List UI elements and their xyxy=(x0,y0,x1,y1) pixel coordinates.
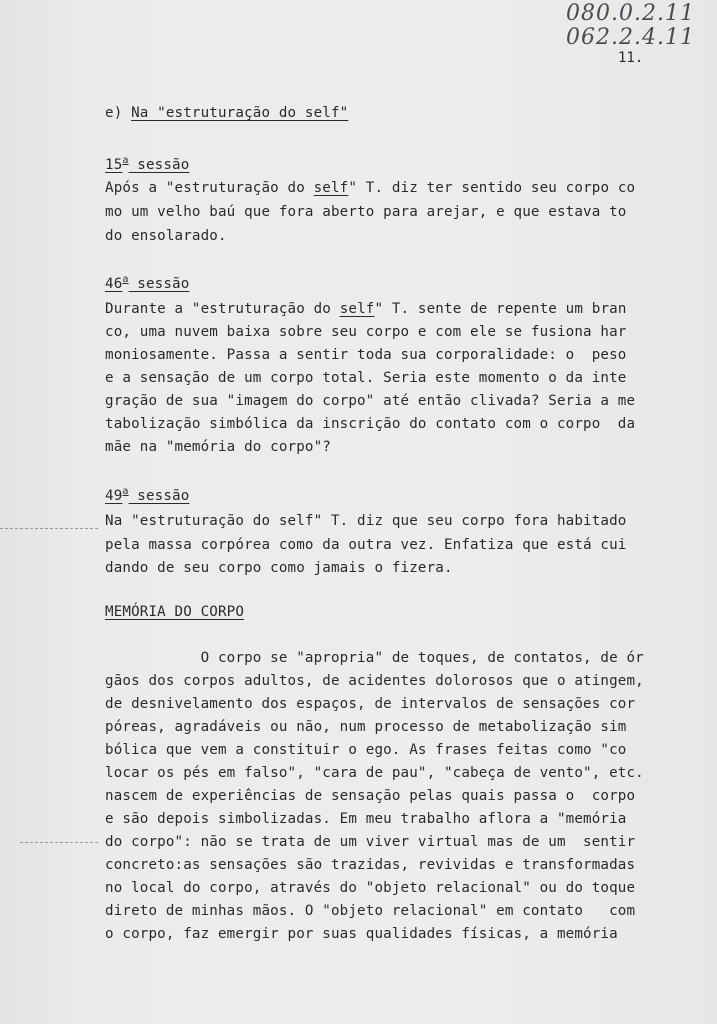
session-15-line-3: do ensolarado. xyxy=(105,228,227,244)
session-49-line-1: Na "estruturação do self" T. diz que seu corpo fora habitado xyxy=(105,513,627,529)
session-label: sessão xyxy=(128,488,190,504)
session-46-line-5: gração de sua "imagem do corpo" até então clivada? Seria a me xyxy=(105,393,636,409)
text-run-underlined: self xyxy=(339,301,375,317)
session-46-line-1 xyxy=(105,299,627,319)
memoria-line-7: nascem de experiências de sensação pelas quais passa o corpo xyxy=(105,788,636,804)
session-label: sessão xyxy=(128,157,190,173)
session-49-line-3: dando de seu corpo como jamais o fizera. xyxy=(105,560,453,576)
session-46-line-3: moniosamente. Passa a sentir toda sua corporalidade: o peso xyxy=(105,347,627,363)
text-run: Durante a "estruturação do xyxy=(105,301,340,317)
section-heading xyxy=(105,103,348,123)
text-run-underlined: self xyxy=(313,180,349,196)
text-run: " T. diz ter sentido seu corpo co xyxy=(348,180,636,196)
memoria-line-3: de desnivelamento dos espaços, de intervalos de sensações cor xyxy=(105,696,636,712)
session-46-heading xyxy=(105,270,189,294)
session-label: sessão xyxy=(128,276,190,292)
session-15-line-1 xyxy=(105,178,635,198)
text-run: Após a "estruturação do xyxy=(105,180,314,196)
session-46-line-7: mãe na "memória do corpo"? xyxy=(105,439,331,455)
session-number: 49 xyxy=(105,488,123,504)
session-49-heading xyxy=(105,482,189,506)
memoria-line-5: bólica que vem a constituir o ego. As frases feitas como "co xyxy=(105,742,627,758)
handwritten-reference-2: 062.2.4.11 xyxy=(566,25,695,50)
session-number: 46 xyxy=(105,276,123,292)
memoria-line-8: e são depois simbolizadas. Em meu trabalho aflora a "memória xyxy=(105,811,627,827)
memoria-line-4: póreas, agradáveis ou não, num processo de metabolização sim xyxy=(105,719,627,735)
memoria-line-9: do corpo": não se trata de um viver virtual mas de um sentir xyxy=(105,834,636,850)
session-15-line-2: mo um velho baú que fora aberto para arejar, e que estava to xyxy=(105,204,627,220)
section-heading-title: Na "estruturação do self" xyxy=(131,105,349,121)
memoria-heading: MEMÓRIA DO CORPO xyxy=(105,604,245,620)
session-ordinal: a xyxy=(122,155,129,166)
session-number: 15 xyxy=(105,157,123,173)
session-46-line-4: e a sensação de um corpo total. Seria este momento o da inte xyxy=(105,370,627,386)
margin-mark xyxy=(20,842,98,843)
text-run: " T. sente de repente um bran xyxy=(374,301,627,317)
memoria-line-2: gãos dos corpos adultos, de acidentes dolorosos que o atingem, xyxy=(105,673,644,689)
margin-mark xyxy=(0,528,98,529)
session-15-heading xyxy=(105,151,189,175)
session-46-line-2: co, uma nuvem baixa sobre seu corpo e com ele se fusiona har xyxy=(105,324,627,340)
handwritten-reference-1: 080.0.2.11 xyxy=(566,1,695,26)
memoria-line-6: locar os pés em falso", "cara de pau", "cabeça de vento", etc. xyxy=(105,765,644,781)
memoria-line-10: concreto:as sensações são trazidas, revividas e transformadas xyxy=(105,857,636,873)
session-46-line-6: tabolização simbólica da inscrição do contato com o corpo da xyxy=(105,416,636,432)
memoria-line-13: o corpo, faz emergir por suas qualidades físicas, a memória xyxy=(105,926,618,942)
session-49-line-2: pela massa corpórea como da outra vez. Enfatiza que está cui xyxy=(105,537,627,553)
session-ordinal: a xyxy=(122,274,129,285)
memoria-line-1: O corpo se "apropria" de toques, de contatos, de ór xyxy=(105,650,644,666)
memoria-line-12: direto de minhas mãos. O "objeto relacional" em contato com xyxy=(105,903,636,919)
session-ordinal: a xyxy=(122,486,129,497)
section-heading-prefix: e) xyxy=(105,105,132,121)
memoria-line-11: no local do corpo, através do "objeto relacional" ou do toque xyxy=(105,880,636,896)
page-number: 11. xyxy=(618,50,644,66)
